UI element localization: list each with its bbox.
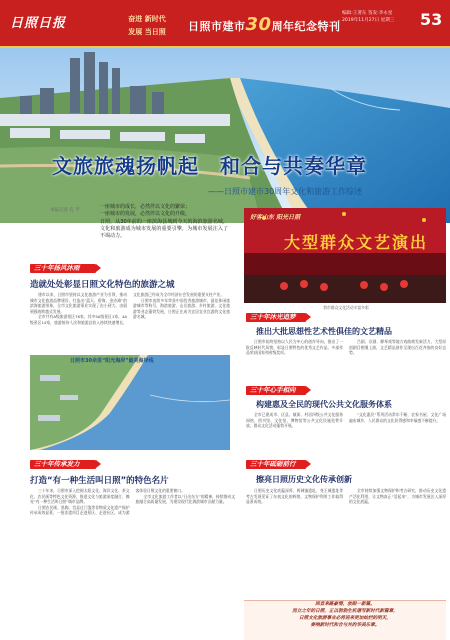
section-body-1 <box>30 292 230 352</box>
intro-line-3: 日照，从30年前的一座滨海县城到今天的海滨旅游名城，文化和旅游成为城市发展的重要引擎，为城市发展注入了不竭动力。 <box>100 218 228 240</box>
section-body-3 <box>246 339 446 381</box>
section-label-5: 三十年砥砺前行 <box>246 460 306 469</box>
paragraph: 全市已建成市、区县、镇街、村居四级公共文化服务网络，图书馆、文化馆、博物馆等公共文化设施免费开放，群众文化活动蓬勃开展。 <box>246 412 343 429</box>
section-heading-2: 打造“有一种生活叫日照”的特色名片 <box>30 476 169 486</box>
section-label-4: 三十年心手相向 <box>246 386 306 395</box>
feature-subtitle: ——日照市建市30周年文化和旅游工作综述 <box>208 187 363 196</box>
anniversary-number: 30 <box>245 14 272 35</box>
newspaper-logo: 日照日报 <box>10 16 67 31</box>
intro-text <box>100 204 228 240</box>
print-color-marks <box>196 633 216 640</box>
paragraph: 全市共有A级旅游景区76家，其中5A级景区1家、4A级景区14家，旅游接待人次和旅游总收入持续快速增长，文化旅游已经成为全市经济社会发展的重要支柱产业。 <box>30 292 225 325</box>
paragraph: “文化惠民”系列活动常年不断，农家书屋、文化广场遍布城乡，人民群众的文化获得感和幸福感不断提升。 <box>349 412 446 423</box>
paragraph: 日照历史文化底蕴深厚，两城镇遗址、尧王城遗址等考古发现见证了东夷文化的辉煌，文物保护利用工作取得显著成效。 <box>246 488 343 505</box>
paragraph: 吕剧、京剧、柳琴戏等地方戏曲焕发新活力，大型原创剧目相继上演，文艺精品创作呈现出百花齐放的良好态势。 <box>349 339 446 356</box>
paragraph: 日照市始终坚持以人民为中心的创作导向，推出了一批反映时代风貌、彰显日照特色的优秀文艺作品，多部作品荣获国家和省级奖项。 <box>246 339 343 356</box>
edition-meta <box>342 10 394 24</box>
section-heading-5: 擦亮日照历史文化传承创新 <box>256 475 352 484</box>
anniversary-suffix: 周年纪念特刊 <box>271 20 341 33</box>
paragraph: 全市持续加强文物保护和考古研究，推动历史文化遗产活化利用，让文物真正“活起来”，为城市发展注入深厚的文化底蕴。 <box>349 488 446 505</box>
section-heading-4: 构建惠及全民的现代公共文化服务体系 <box>256 400 392 409</box>
stage-banner-brand: 好客山东 阳光日照 <box>250 214 301 221</box>
paragraph: 日照市连续多年荣获中国优秀旅游城市、最佳休闲旅游城市等称号，海滨旅游、山岳旅游、乡村旅游、文化旅游等业态蓬勃发展，日照正在成为宜居宜业宜游的文化旅游名城。 <box>133 297 230 320</box>
coastline-caption: 日照市30余里“阳光海岸”最美海岸线 <box>70 358 154 364</box>
section-label-2: 三十年传承发力 <box>30 460 96 469</box>
section-heading-1: 造就处处彰显日照文化特色的旅游之城 <box>30 280 175 290</box>
anniversary-title <box>188 14 341 35</box>
closing-box <box>244 600 446 640</box>
closing-line-2: 而立之年的日照，正以勃勃生机谱写新时代新篇章， <box>292 609 398 614</box>
paragraph: 建市以来，日照市坚持以文化旅游产业为引领，推动城市文化旅游品牌建设，打造出“蓝天、碧海、金沙滩”的滨海旅游形象，全市文化旅游事业实现了由小到大、由弱到强的跨越式发展。 <box>30 292 127 314</box>
page-number: 53 <box>420 10 443 29</box>
paragraph: 三十年来，日照市深入挖掘太阳文化、海洋文化、茶文化、农民画等特色文化资源，推进文化与旅游深度融合，擦亮“有一种生活叫日照”城市品牌。 <box>30 488 130 505</box>
topic-badge <box>110 13 184 39</box>
topic-line-1: 奋进 新时代 <box>128 15 166 23</box>
closing-line-1: 回首来路豪情，放眼一新篇。 <box>315 602 375 607</box>
coastline-photo <box>30 355 230 450</box>
section-body-4 <box>246 412 446 456</box>
section-label-3: 三十年沐光追梦 <box>246 313 306 322</box>
section-body-5 <box>246 488 446 596</box>
paragraph: 全市文化旅游工作者以“日出东方”的精神，持续推动文旅融合高质量发展，为建设现代化海滨城市贡献力量。 <box>135 493 235 505</box>
stage-photo <box>244 208 446 303</box>
section-body-2 <box>30 488 235 598</box>
reporter-byline: 本报记者 孔 平 <box>50 208 80 213</box>
paragraph: 日照农民画、黑陶、莒县过门笺等非物质文化遗产保护传承成效显著，一批非遗项目走进景区、走进社区，成为游客体验日照文化的重要窗口。 <box>30 488 185 516</box>
intro-line-1: 一座城市的成长，必然伴以文化的繁荣； <box>100 204 191 210</box>
feature-title: 文旅旅魂扬帆起 和合与共奏华章 <box>52 154 367 178</box>
anniversary-prefix: 日照市建市 <box>188 20 246 33</box>
closing-line-4: 奏响新时代和合与共的华美乐章。 <box>310 623 380 628</box>
section-heading-3: 推出大批思想性艺术性俱佳的文艺精品 <box>256 327 392 336</box>
closing-line-3: 日照文化旅游事业必将迎来更加灿烂的明天， <box>299 616 391 621</box>
stage-performance-image <box>244 208 446 303</box>
stage-photo-caption: 我市群众文化活动丰富多彩 <box>323 305 369 310</box>
topic-line-2: 发展 当日照 <box>128 28 166 36</box>
editor-line: 编辑:王著东 签发:李永星 <box>342 11 393 16</box>
coastline-aerial-image <box>30 355 230 450</box>
intro-line-2: 一座城市的发展，必然伴以文化的升级。 <box>100 211 191 218</box>
date-line: 2019年11月27日 星期三 <box>342 18 395 23</box>
stage-banner-text: 大型群众文艺演出 <box>284 233 429 252</box>
section-label-1: 三十年扬风沐雨 <box>30 264 96 273</box>
